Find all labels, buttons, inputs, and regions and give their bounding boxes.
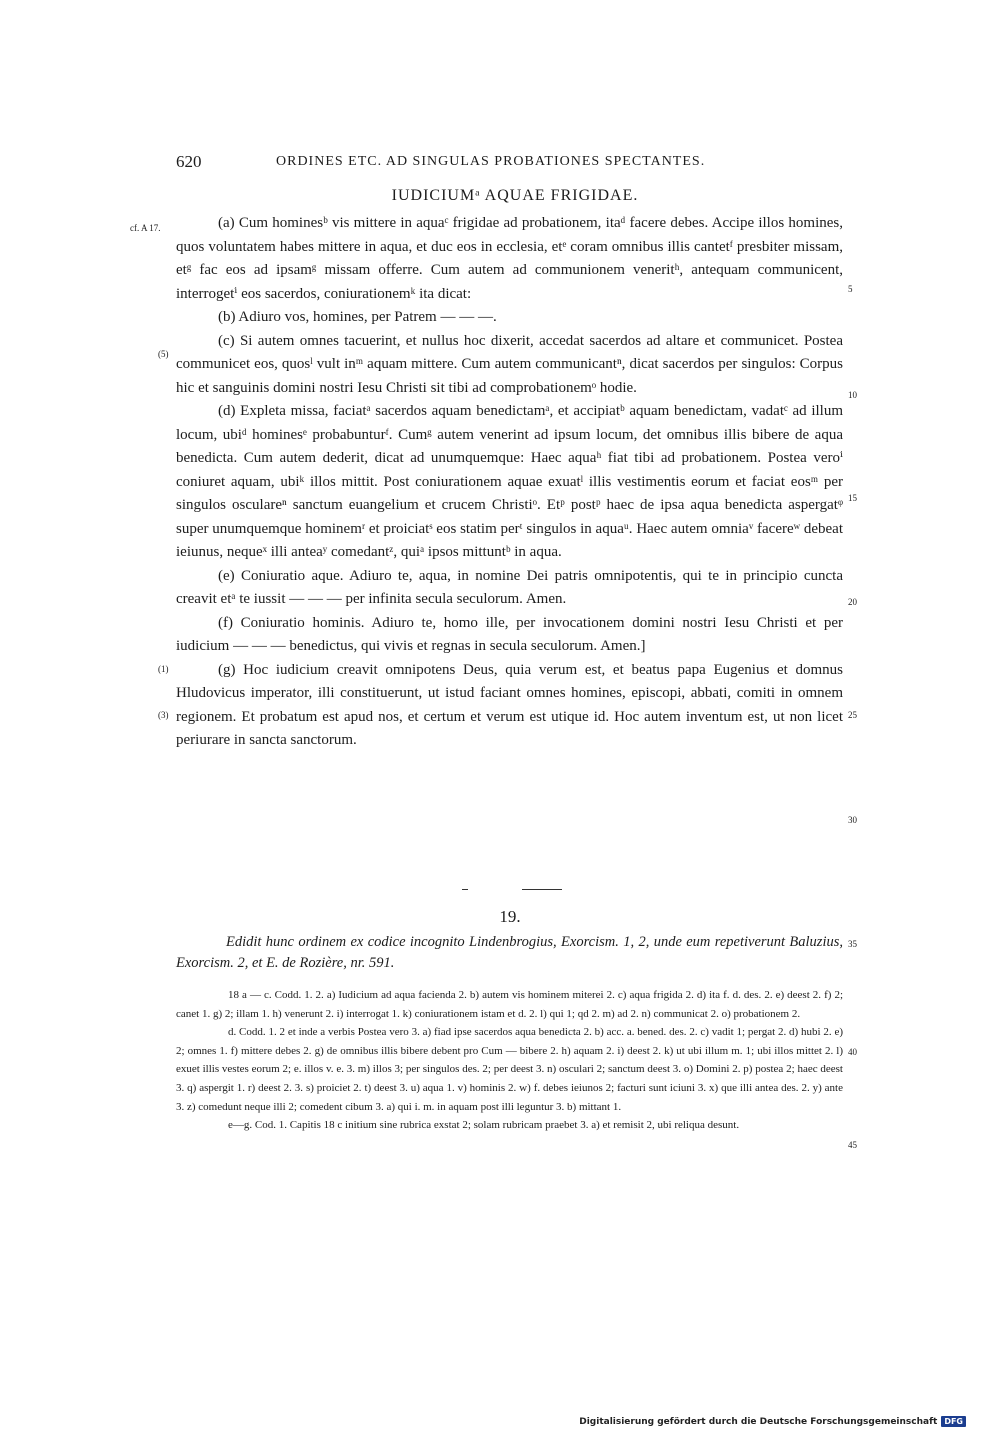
separator-rule	[462, 889, 468, 890]
paragraph-f: (f) Coniuratio hominis. Adiuro te, homo ille, per invocationem domini nostri Iesu Christi et per iudicium — — — benedictus, qui vivis et regnas in secula seculorum. Amen.]	[176, 614, 843, 654]
line-number-20: 20	[848, 597, 857, 607]
critical-apparatus	[176, 986, 843, 1135]
line-number-5: 5	[848, 284, 853, 294]
edition-note	[176, 932, 843, 974]
section-title: IUDICIUMᵃ AQUAE FRIGIDAE.	[391, 187, 639, 204]
paragraph-a: (a) Cum hominesᵇ vis mittere in aquaᶜ frigidae ad probationem, itaᵈ facere debes. Accipe illos homines, quos voluntatem habes mittere in aqua, et duc eos in ecclesia, etᵉ coram omnibus illis cantetᶠ presbiter missam, etᵍ fac eos ad ipsamᵍ missam offerre. Cum autem ad communionem veneritʰ, antequam communicent, interrogetⁱ eos sacerdos, coniurationemᵏ ita dicat:	[176, 215, 843, 302]
running-title: ORDINES ETC. AD SINGULAS PROBATIONES SPECTANTES.	[276, 154, 706, 169]
line-number-10: 10	[848, 390, 857, 400]
sidenote-cf: cf. A 17.	[130, 223, 161, 233]
digitization-footer	[579, 1416, 966, 1427]
sidenote-3: (3)	[158, 710, 169, 720]
sidenote-5: (5)	[158, 349, 169, 359]
section-number: 19.	[499, 907, 521, 926]
apparatus-note: 18 a — c. Codd. 1. 2. a) Iudicium ad aqua facienda 2. b) autem vis hominem miterei 2. c) aqua frigida 2. d) ita f. d. des. 2. e) deest 2. f) 2; canet 1. g) 2; illam 1. h) venerunt 2. i) interrogat 1. k) coniurationem istam et d. 2. l) qui 1; qd 2. m) ad 2. n) communicat 2. o) probationem 2.	[176, 989, 843, 1020]
apparatus-note: e—g. Cod. 1. Capitis 18 c initium sine rubrica exstat 2; solam rubricam praebet 3. a) et remisit 2, ubi reliqua desunt.	[228, 1119, 740, 1132]
footer-text: Digitalisierung gefördert durch die Deutsche Forschungsgemeinschaft	[579, 1416, 938, 1427]
separator-rule	[522, 889, 562, 890]
line-number-35: 35	[848, 939, 857, 949]
paragraph-c: (c) Si autem omnes tacuerint, et nullus hoc dixerit, accedat sacerdos ad altare et communicet. Postea communicet eos, quosˡ vult inᵐ aquam mittere. Cum autem communicantⁿ, dicat sacerdos per singulos: Corpus hic et sanguinis domini nostri Iesu Christi sit tibi ad comprobationemᵒ hodie.	[176, 332, 843, 396]
paragraph-d: (d) Expleta missa, faciatᵃ sacerdos aquam benedictamᵃ, et accipiatᵇ aquam benedictam, vadatᶜ ad illum locum, ubiᵈ hominesᵉ probabunturᶠ. Cumᵍ autem venerint ad ipsum locum, det omnibus illis bibere de aqua benedicta. Cum autem dederit, dicat ad unumquemque: Haec aquaʰ fiat tibi ad probationem. Postea veroⁱ coniuret aquam, ubiᵏ illos mittit. Post coniurationem aquae exuatˡ illis vestimentis eorum et faciat eosᵐ per singulos osculareⁿ sanctum euangelium et crucem Christiᵒ. Etᵖ postᵖ haec de ipsa aqua benedicta aspergatᵠ super unumquemque hominemʳ et proiciatˢ eos statim perᵗ singulos in aquaᵘ. Haec autem omniaᵛ facereʷ debeat ieiunus, nequeˣ illi anteaʸ comedantᶻ, quiᵃ ipsos mittuntᵇ in aqua.	[176, 403, 843, 560]
paragraph-g: (g) Hoc iudicium creavit omnipotens Deus, quia verum est, et beatus papa Eugenius et domnus Hludovicus imperator, illi constituerunt, ut istud faciant omnes homines, episcopi, abbati, comiti in omnem regionem. Et probatum est apud nos, et certum et verum est utique id. Hoc autem inventum est, ut non licet periurare in sancta sanctorum.	[176, 661, 843, 748]
edition-note-text: Edidit hunc ordinem ex codice incognito Lindenbrogius, Exorcism. 1, 2, unde eum repetiverunt Baluzius, Exorcism. 2, et E. de Rozière, nr. 591.	[176, 934, 843, 971]
line-number-45: 45	[848, 1140, 857, 1150]
sidenote-1: (1)	[158, 664, 169, 674]
page-number: 620	[176, 152, 202, 171]
line-number-15: 15	[848, 493, 857, 503]
main-text	[176, 212, 843, 753]
line-number-40: 40	[848, 1047, 857, 1057]
paragraph-b: (b) Adiuro vos, homines, per Patrem — — —.	[218, 309, 497, 325]
paragraph-e: (e) Coniuratio aque. Adiuro te, aqua, in nomine Dei patris omnipotentis, qui te in principio cuncta creavit etᵃ te iussit — — — per infinita secula seculorum. Amen.	[176, 567, 843, 607]
line-number-30: 30	[848, 815, 857, 825]
dfg-logo: DFG	[941, 1416, 966, 1427]
line-number-25: 25	[848, 710, 857, 720]
apparatus-note: d. Codd. 1. 2 et inde a verbis Postea vero 3. a) fiad ipse sacerdos aqua benedicta 2. b) acc. a. bened. des. 2. c) vadit 1; pergat 2. d) hubi 2. e) 2; omnes 1. f) mittere debes 2. g) de omnibus illis bibere debent pro Cum — bibere 2. h) aquam 2. i) deest 2. k) ut ubi illum m. 1; ubi illos mittet 2. l) exuet illis vestes eorum 2; e. illos v. e. 3. m) illos 3; per singulos des. 2; per deest 3. n) osculari 2; sanctum deest 3. o) Domini 2. p) postea 2; haec deest 3. q) aspergit 1. r) deest 2. 3. s) proiciet 2. t) deest 3. u) aqua 1. v) hominis 2. w) f. debes ieiunos 2; facturi sunt iciuni 3. x) que illi antea des. 2. y) ante 3. z) comedunt neque illi 2; comedent cibum 3. a) qui i. m. in aquam post illi leguntur 3. b) mittant 1.	[176, 1026, 843, 1113]
